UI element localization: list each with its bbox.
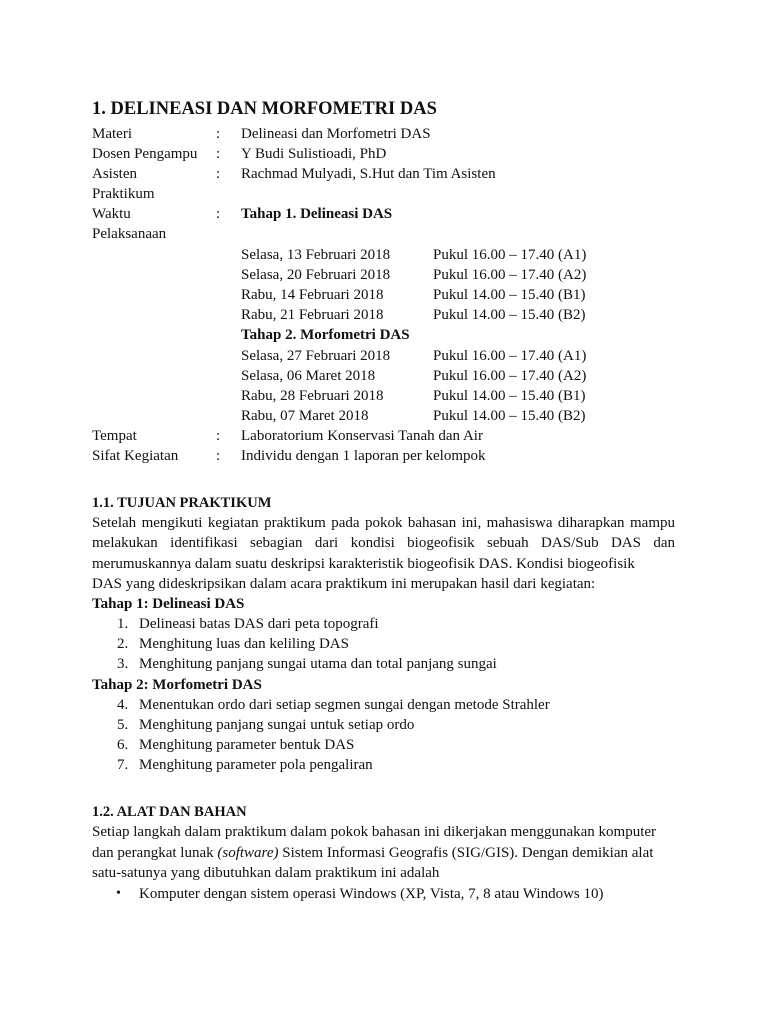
schedule-time: Pukul 14.00 – 15.40 (B2) bbox=[433, 408, 586, 424]
asisten-label-cont: Praktikum bbox=[92, 186, 155, 202]
schedule-date: Rabu, 07 Maret 2018 bbox=[241, 408, 369, 424]
tahap1-schedule-title: Tahap 1. Delineasi DAS bbox=[241, 206, 393, 222]
list-number: 1. bbox=[117, 616, 129, 632]
section-title: 1. DELINEASI DAN MORFOMETRI DAS bbox=[92, 99, 437, 119]
tempat-value: Laboratorium Konservasi Tanah dan Air bbox=[241, 428, 483, 444]
list-item: Menghitung panjang sungai utama dan total panjang sungai bbox=[139, 656, 497, 672]
schedule-date: Selasa, 06 Maret 2018 bbox=[241, 368, 376, 384]
list-item: Menentukan ordo dari setiap segmen sungai dengan metode Strahler bbox=[139, 697, 550, 713]
bullet-item: Komputer dengan sistem operasi Windows (XP, Vista, 7, 8 atau Windows 10) bbox=[139, 886, 604, 902]
tahap2-schedule-title: Tahap 2. Morfometri DAS bbox=[241, 327, 410, 343]
sifat-value: Individu dengan 1 laporan per kelompok bbox=[241, 448, 486, 464]
alat-paragraph-line: Setiap langkah dalam praktikum dalam pokok bahasan ini dikerjakan menggunakan komputer bbox=[92, 824, 657, 840]
colon: : bbox=[216, 428, 221, 444]
schedule-date: Selasa, 20 Februari 2018 bbox=[241, 267, 391, 283]
colon: : bbox=[216, 206, 221, 222]
dosen-label: Dosen Pengampu bbox=[92, 146, 198, 162]
list-number: 4. bbox=[117, 697, 129, 713]
schedule-time: Pukul 14.00 – 15.40 (B1) bbox=[433, 287, 586, 303]
list-item: Delineasi batas DAS dari peta topografi bbox=[139, 616, 379, 632]
waktu-label: Waktu bbox=[92, 206, 131, 222]
list-number: 3. bbox=[117, 656, 129, 672]
alat-text: Sistem Informasi Geografis (SIG/GIS). Dengan demikian alat bbox=[278, 845, 654, 861]
tempat-label: Tempat bbox=[92, 428, 137, 444]
schedule-time: Pukul 14.00 – 15.40 (B1) bbox=[433, 388, 586, 404]
schedule-time: Pukul 16.00 – 17.40 (A2) bbox=[433, 368, 587, 384]
list-number: 5. bbox=[117, 717, 129, 733]
colon: : bbox=[216, 448, 221, 464]
colon: : bbox=[216, 166, 221, 182]
alat-paragraph-line: satu-satunya yang dibutuhkan dalam praktikum ini adalah bbox=[92, 865, 440, 881]
list-item: Menghitung parameter bentuk DAS bbox=[139, 737, 355, 753]
schedule-time: Pukul 16.00 – 17.40 (A1) bbox=[433, 348, 587, 364]
tahap1-label: Tahap 1: Delineasi DAS bbox=[92, 596, 245, 612]
list-item: Menghitung parameter pola pengaliran bbox=[139, 757, 373, 773]
schedule-date: Selasa, 27 Februari 2018 bbox=[241, 348, 391, 364]
asisten-value: Rachmad Mulyadi, S.Hut dan Tim Asisten bbox=[241, 166, 496, 182]
list-number: 6. bbox=[117, 737, 129, 753]
materi-value: Delineasi dan Morfometri DAS bbox=[241, 126, 431, 142]
list-item: Menghitung luas dan keliling DAS bbox=[139, 636, 349, 652]
materi-label: Materi bbox=[92, 126, 132, 142]
schedule-date: Rabu, 14 Februari 2018 bbox=[241, 287, 384, 303]
schedule-time: Pukul 16.00 – 17.40 (A2) bbox=[433, 267, 587, 283]
software-term: (software) bbox=[217, 845, 279, 861]
schedule-date: Rabu, 21 Februari 2018 bbox=[241, 307, 384, 323]
tujuan-paragraph bbox=[92, 513, 675, 594]
schedule-date: Selasa, 13 Februari 2018 bbox=[241, 247, 391, 263]
schedule-date: Rabu, 28 Februari 2018 bbox=[241, 388, 384, 404]
waktu-label-cont: Pelaksanaan bbox=[92, 226, 167, 242]
sifat-label: Sifat Kegiatan bbox=[92, 448, 179, 464]
list-number: 2. bbox=[117, 636, 129, 652]
colon: : bbox=[216, 126, 221, 142]
list-number: 7. bbox=[117, 757, 129, 773]
dosen-value: Y Budi Sulistioadi, PhD bbox=[241, 146, 387, 162]
alat-heading: 1.2. ALAT DAN BAHAN bbox=[92, 804, 247, 820]
list-item: Menghitung panjang sungai untuk setiap ordo bbox=[139, 717, 415, 733]
tahap2-label: Tahap 2: Morfometri DAS bbox=[92, 677, 262, 693]
asisten-label: Asisten bbox=[92, 166, 137, 182]
bullet-icon: • bbox=[116, 886, 121, 901]
schedule-time: Pukul 16.00 – 17.40 (A1) bbox=[433, 247, 587, 263]
schedule-time: Pukul 14.00 – 15.40 (B2) bbox=[433, 307, 586, 323]
alat-text: dan perangkat lunak bbox=[92, 845, 218, 861]
tujuan-paragraph-body: Setelah mengikuti kegiatan praktikum pada pokok bahasan ini, mahasiswa diharapkan mampu melakukan identifikasi sebagian dari kondisi biogeofisik sebuah DAS/Sub DAS dan merumuskannya dalam suatu deskripsi karakteristik biogeofisik DAS. Kondisi biogeofisik bbox=[92, 515, 675, 572]
colon: : bbox=[216, 146, 221, 162]
tujuan-paragraph-last: DAS yang dideskripsikan dalam acara praktikum ini merupakan hasil dari kegiatan: bbox=[92, 575, 596, 592]
tujuan-heading: 1.1. TUJUAN PRAKTIKUM bbox=[92, 495, 272, 511]
alat-paragraph-line bbox=[92, 843, 653, 863]
